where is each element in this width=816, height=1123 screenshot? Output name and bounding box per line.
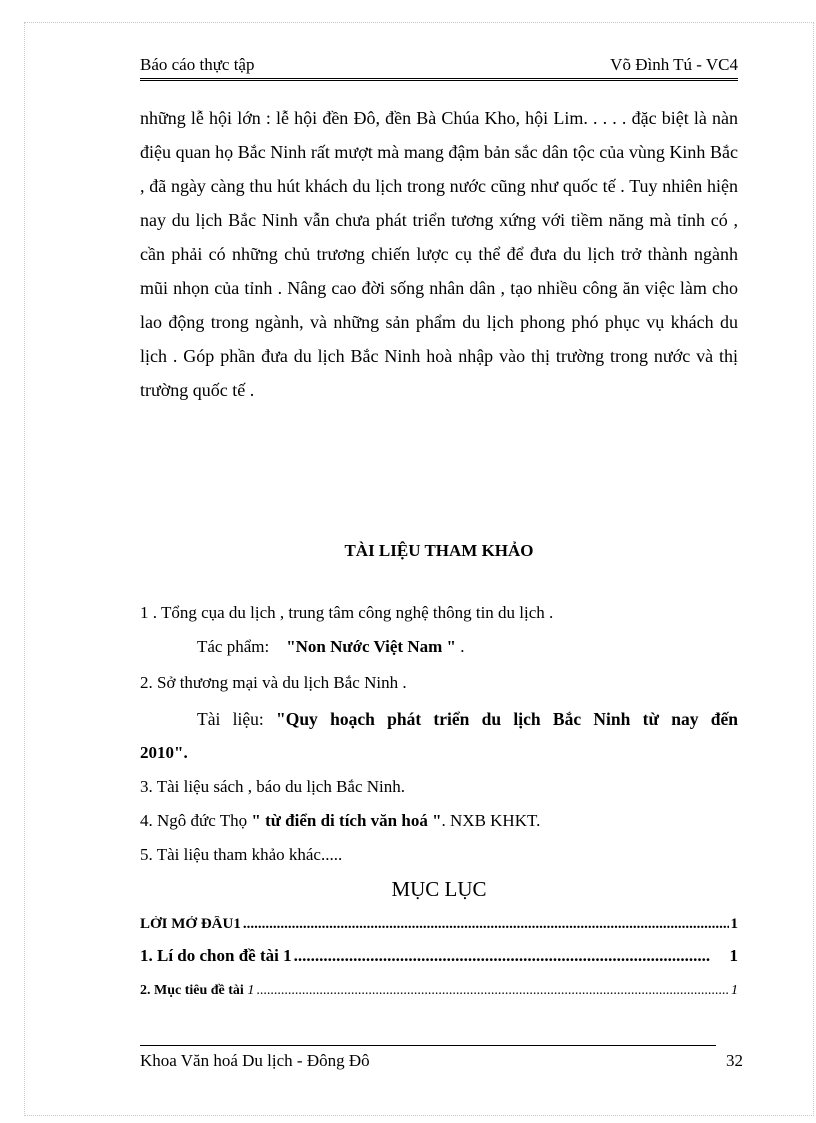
toc-entry-label-italic: 1	[247, 983, 255, 998]
toc-entry[interactable]	[140, 946, 738, 966]
reference-1-work	[197, 637, 738, 657]
header-report-title: Báo cáo thực tập	[140, 55, 255, 74]
toc-entry-page: 1	[730, 916, 738, 932]
header-rule	[140, 78, 738, 81]
reference-3: 3. Tài liệu sách , báo du lịch Bắc Ninh.	[140, 777, 406, 796]
toc-leader-dots	[243, 916, 729, 933]
footer-faculty: Khoa Văn hoá Du lịch - Đông Đô	[140, 1051, 370, 1070]
toc-entry-page: 1	[731, 983, 738, 998]
body-paragraph: những lễ hội lớn : lễ hội đền Đô, đền Bà Chúa Kho, hội Lim. . . . . đặc biệt là nàn điệu quan họ Bắc Ninh rất mượt mà mang đậm bản sắc dân tộc của vùng Kinh Bắc , đã ngày càng thu hút khách du lịch trong nước cũng như quốc tế . Tuy nhiên hiện nay du lịch Bắc Ninh vẫn chưa phát triển tương xứng với tiềm năng mà tỉnh có , cần phải có những chủ trương chiến lược cụ thể để đưa du lịch trở thành ngành mũi nhọn của tỉnh . Nâng cao đời sống nhân dân , tạo nhiều công ăn việc làm cho lao động trong ngành, và những sản phẩm du lịch phong phó phục vụ khách du lịch . Góp phần đưa du lịch Bắc Ninh hoà nhập vào thị trường trong nước và thị trường quốc tế .	[140, 108, 738, 400]
reference-5: 5. Tài liệu tham khảo khác.....	[140, 845, 343, 864]
toc-entry-label: 2. Mục tiêu đề tài	[140, 983, 244, 998]
toc-entry[interactable]	[140, 983, 738, 999]
header-author: Võ Đình Tú - VC4	[610, 55, 738, 74]
toc-entry[interactable]	[140, 916, 738, 933]
footer-rule	[140, 1045, 716, 1046]
toc-leader-dots	[294, 946, 710, 966]
reference-4	[140, 811, 738, 831]
toc-entry-label: 1. Lí do chon đề tài 1	[140, 946, 292, 965]
reference-1-work-title: "Non Nước Việt Nam "	[286, 637, 456, 656]
reference-1: 1 . Tổng cụa du lịch , trung tâm công nghệ thông tin du lịch .	[140, 603, 554, 622]
reference-2-doc-title-cont: 2010".	[140, 743, 188, 762]
reference-4-author: 4. Ngô đức Thọ	[140, 811, 252, 830]
references-title: TÀI LIỆU THAM KHẢO	[344, 541, 534, 560]
reference-2-doc-title: "Quy hoạch phát triển du lịch Bắc Ninh từ nay đến	[276, 709, 738, 729]
reference-4-title: " từ điển di tích văn hoá "	[251, 811, 442, 830]
reference-2: 2. Sở thương mại và du lịch Bắc Ninh .	[140, 673, 407, 692]
toc-leader-dots	[256, 983, 729, 999]
reference-2-doc	[197, 709, 738, 730]
toc-title: MỤC LỤC	[391, 877, 487, 901]
toc-entry-label: LỜI MỞ ĐẦU1	[140, 916, 241, 932]
reference-1-work-label: Tác phẩm:	[197, 637, 270, 656]
reference-2-doc-label: Tài liệu:	[197, 709, 264, 729]
toc-entry-page: 1	[729, 946, 738, 965]
page-number: 32	[726, 1051, 743, 1070]
reference-1-work-end: .	[455, 637, 465, 656]
reference-4-publisher: . NXB KHKT.	[441, 811, 541, 830]
